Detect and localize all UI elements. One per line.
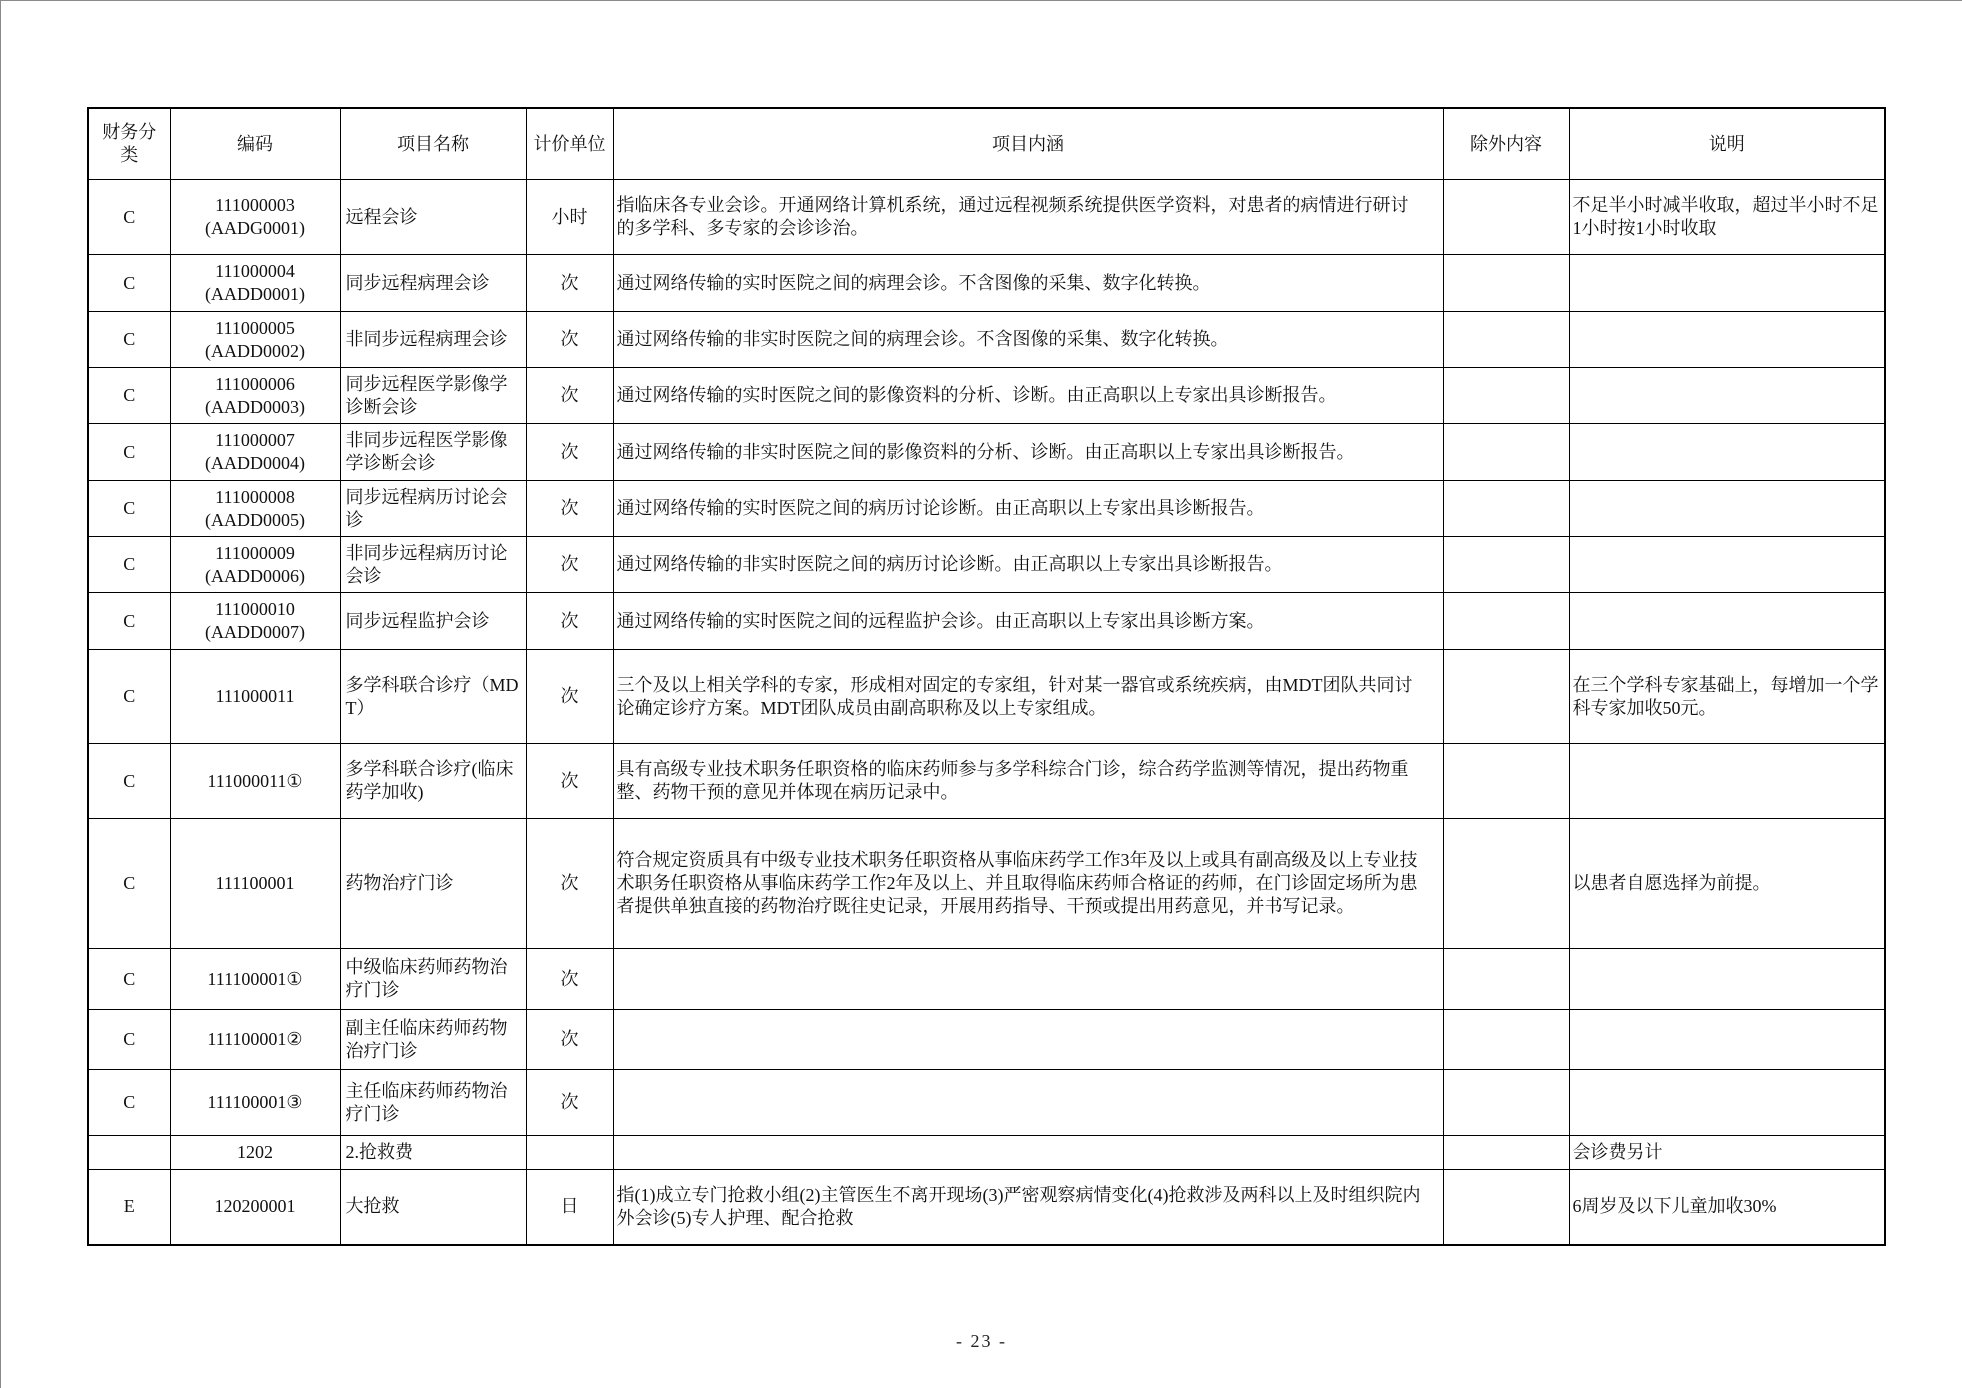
- table-row: [88, 744, 1885, 819]
- table-row: [88, 180, 1885, 255]
- unit-cell: 次: [526, 650, 613, 744]
- name-cell: 药物治疗门诊: [340, 819, 526, 949]
- table-row: [88, 1136, 1885, 1170]
- code-cell: [170, 537, 340, 593]
- header-row: [88, 108, 1885, 180]
- category-cell: C: [88, 368, 170, 424]
- notes-cell: [1569, 537, 1885, 593]
- page-number: - 23 -: [956, 1331, 1007, 1351]
- exclusions-cell: [1443, 744, 1569, 819]
- content-cell: [613, 1010, 1443, 1070]
- notes-cell: [1569, 1070, 1885, 1136]
- exclusions-cell: [1443, 424, 1569, 481]
- code-cell: [170, 1136, 340, 1170]
- unit-cell: 次: [526, 368, 613, 424]
- table-row: [88, 819, 1885, 949]
- category-cell: C: [88, 593, 170, 650]
- code-cell: [170, 819, 340, 949]
- unit-cell: 次: [526, 1070, 613, 1136]
- category-cell: C: [88, 180, 170, 255]
- unit-cell: 次: [526, 537, 613, 593]
- name-cell: 多学科联合诊疗(临床药学加收): [340, 744, 526, 819]
- item-code-alt: (AADD0002): [205, 340, 305, 361]
- notes-cell: [1569, 1010, 1885, 1070]
- fee-schedule-table: [87, 107, 1886, 1246]
- exclusions-cell: [1443, 368, 1569, 424]
- category-cell: C: [88, 819, 170, 949]
- notes-cell: [1569, 255, 1885, 312]
- exclusions-cell: [1443, 593, 1569, 650]
- item-code: 111100001①: [207, 968, 303, 989]
- content-cell: [613, 1136, 1443, 1170]
- category-cell: C: [88, 537, 170, 593]
- content-cell: 通过网络传输的实时医院之间的远程监护会诊。由正高职以上专家出具诊断方案。: [613, 593, 1443, 650]
- content-cell: 三个及以上相关学科的专家，形成相对固定的专家组，针对某一器官或系统疾病，由MDT团队共同讨论确定诊疗方案。MDT团队成员由副高职称及以上专家组成。: [613, 650, 1443, 744]
- unit-cell: 次: [526, 949, 613, 1010]
- category-cell: C: [88, 1010, 170, 1070]
- table-row: [88, 593, 1885, 650]
- column-header-category: 财务分类: [88, 108, 170, 180]
- code-cell: [170, 1070, 340, 1136]
- name-cell: 同步远程病历讨论会诊: [340, 481, 526, 537]
- exclusions-cell: [1443, 312, 1569, 368]
- content-cell: 通过网络传输的非实时医院之间的影像资料的分析、诊断。由正高职以上专家出具诊断报告。: [613, 424, 1443, 481]
- unit-cell: [526, 1136, 613, 1170]
- exclusions-cell: [1443, 650, 1569, 744]
- table-row: [88, 1170, 1885, 1245]
- name-cell: 多学科联合诊疗（MDT）: [340, 650, 526, 744]
- exclusions-cell: [1443, 1010, 1569, 1070]
- item-code: 120200001: [214, 1196, 296, 1217]
- column-header-exclusions: 除外内容: [1443, 108, 1569, 180]
- table-body: [88, 180, 1885, 1245]
- name-cell: 副主任临床药师药物治疗门诊: [340, 1010, 526, 1070]
- column-header-name: 项目名称: [340, 108, 526, 180]
- notes-cell: 会诊费另计: [1569, 1136, 1885, 1170]
- content-cell: [613, 1070, 1443, 1136]
- category-cell: E: [88, 1170, 170, 1245]
- category-cell: C: [88, 424, 170, 481]
- code-cell: [170, 650, 340, 744]
- code-cell: [170, 1170, 340, 1245]
- item-code-alt: (AADD0003): [205, 396, 305, 417]
- code-cell: [170, 312, 340, 368]
- item-code-alt: (AADD0001): [205, 284, 305, 304]
- unit-cell: 次: [526, 593, 613, 650]
- exclusions-cell: [1443, 1070, 1569, 1136]
- item-code: 111000009: [215, 542, 295, 563]
- unit-cell: 日: [526, 1170, 613, 1245]
- notes-cell: [1569, 593, 1885, 650]
- code-cell: [170, 1010, 340, 1070]
- name-cell: 中级临床药师药物治疗门诊: [340, 949, 526, 1010]
- exclusions-cell: [1443, 1170, 1569, 1245]
- name-cell: 非同步远程病理会诊: [340, 312, 526, 368]
- notes-cell: [1569, 424, 1885, 481]
- code-cell: [170, 949, 340, 1010]
- unit-cell: 次: [526, 481, 613, 537]
- item-code: 111000008: [215, 486, 295, 507]
- exclusions-cell: [1443, 949, 1569, 1010]
- notes-cell: [1569, 368, 1885, 424]
- table-row: [88, 481, 1885, 537]
- content-cell: 通过网络传输的非实时医院之间的病理会诊。不含图像的采集、数字化转换。: [613, 312, 1443, 368]
- name-cell: 非同步远程医学影像学诊断会诊: [340, 424, 526, 481]
- content-cell: 通过网络传输的实时医院之间的病历讨论诊断。由正高职以上专家出具诊断报告。: [613, 481, 1443, 537]
- item-code: 1202: [237, 1142, 273, 1162]
- item-code: 111100001②: [207, 1029, 303, 1049]
- item-code-alt: (AADD0007): [205, 622, 305, 642]
- item-code: 111000011①: [207, 770, 303, 791]
- item-code: 111000006: [215, 373, 295, 394]
- item-code: 111000011: [215, 686, 295, 706]
- code-cell: [170, 593, 340, 650]
- exclusions-cell: [1443, 1136, 1569, 1170]
- item-code-alt: (AADG0001): [205, 218, 305, 238]
- name-cell: 同步远程监护会诊: [340, 593, 526, 650]
- code-cell: [170, 255, 340, 312]
- name-cell: 非同步远程病历讨论会诊: [340, 537, 526, 593]
- notes-cell: [1569, 312, 1885, 368]
- code-cell: [170, 744, 340, 819]
- notes-cell: 以患者自愿选择为前提。: [1569, 819, 1885, 949]
- table-row: [88, 1010, 1885, 1070]
- notes-cell: 在三个学科专家基础上，每增加一个学科专家加收50元。: [1569, 650, 1885, 744]
- category-cell: C: [88, 481, 170, 537]
- item-code-alt: (AADD0004): [205, 453, 305, 473]
- table-row: [88, 537, 1885, 593]
- code-cell: [170, 180, 340, 255]
- content-cell: 符合规定资质具有中级专业技术职务任职资格从事临床药学工作3年及以上或具有副高级及以上专业技术职务任职资格从事临床药学工作2年及以上、并且取得临床药师合格证的药师，在门诊固定场所为患者提供单独直接的药物治疗既往史记录，开展用药指导、干预或提出用药意见，并书写记录。: [613, 819, 1443, 949]
- category-cell: C: [88, 650, 170, 744]
- content-cell: 通过网络传输的实时医院之间的影像资料的分析、诊断。由正高职以上专家出具诊断报告。: [613, 368, 1443, 424]
- item-code-alt: (AADD0005): [205, 509, 305, 530]
- category-cell: C: [88, 255, 170, 312]
- unit-cell: 次: [526, 255, 613, 312]
- unit-cell: 次: [526, 312, 613, 368]
- item-code-alt: (AADD0006): [205, 565, 305, 586]
- name-cell: 2.抢救费: [340, 1136, 526, 1170]
- content-cell: [613, 949, 1443, 1010]
- table-row: [88, 650, 1885, 744]
- unit-cell: 次: [526, 819, 613, 949]
- item-code: 111100001③: [207, 1092, 303, 1112]
- table-row: [88, 949, 1885, 1010]
- unit-cell: 次: [526, 1010, 613, 1070]
- code-cell: [170, 424, 340, 481]
- content-cell: 通过网络传输的实时医院之间的病理会诊。不含图像的采集、数字化转换。: [613, 255, 1443, 312]
- notes-cell: [1569, 949, 1885, 1010]
- code-cell: [170, 368, 340, 424]
- code-cell: [170, 481, 340, 537]
- name-cell: 大抢救: [340, 1170, 526, 1245]
- table-row: [88, 368, 1885, 424]
- name-cell: 主任临床药师药物治疗门诊: [340, 1070, 526, 1136]
- table-row: [88, 255, 1885, 312]
- notes-cell: 不足半小时减半收取，超过半小时不足1小时按1小时收取: [1569, 180, 1885, 255]
- item-code: 111100001: [215, 873, 295, 893]
- content-cell: 通过网络传输的非实时医院之间的病历讨论诊断。由正高职以上专家出具诊断报告。: [613, 537, 1443, 593]
- content-cell: 指临床各专业会诊。开通网络计算机系统，通过远程视频系统提供医学资料，对患者的病情进行研讨的多学科、多专家的会诊诊治。: [613, 180, 1443, 255]
- unit-cell: 次: [526, 744, 613, 819]
- column-header-unit: 计价单位: [526, 108, 613, 180]
- notes-cell: 6周岁及以下儿童加收30%: [1569, 1170, 1885, 1245]
- item-code: 111000005: [215, 317, 295, 338]
- exclusions-cell: [1443, 537, 1569, 593]
- column-header-code: 编码: [170, 108, 340, 180]
- exclusions-cell: [1443, 180, 1569, 255]
- name-cell: 同步远程医学影像学诊断会诊: [340, 368, 526, 424]
- content-cell: 指(1)成立专门抢救小组(2)主管医生不离开现场(3)严密观察病情变化(4)抢救涉及两科以上及时组织院内外会诊(5)专人护理、配合抢救: [613, 1170, 1443, 1245]
- name-cell: 远程会诊: [340, 180, 526, 255]
- exclusions-cell: [1443, 255, 1569, 312]
- item-code: 111000007: [215, 430, 295, 450]
- unit-cell: 小时: [526, 180, 613, 255]
- notes-cell: [1569, 744, 1885, 819]
- content-cell: 具有高级专业技术职务任职资格的临床药师参与多学科综合门诊，综合药学监测等情况，提出药物重整、药物干预的意见并体现在病历记录中。: [613, 744, 1443, 819]
- category-cell: C: [88, 312, 170, 368]
- unit-cell: 次: [526, 424, 613, 481]
- table-row: [88, 1070, 1885, 1136]
- category-cell: [88, 1136, 170, 1170]
- category-cell: C: [88, 744, 170, 819]
- exclusions-cell: [1443, 481, 1569, 537]
- item-code: 111000004: [215, 261, 295, 281]
- item-code: 111000010: [215, 599, 295, 619]
- category-cell: C: [88, 1070, 170, 1136]
- column-header-notes: 说明: [1569, 108, 1885, 180]
- table-row: [88, 424, 1885, 481]
- name-cell: 同步远程病理会诊: [340, 255, 526, 312]
- column-header-content: 项目内涵: [613, 108, 1443, 180]
- exclusions-cell: [1443, 819, 1569, 949]
- category-cell: C: [88, 949, 170, 1010]
- notes-cell: [1569, 481, 1885, 537]
- item-code: 111000003: [215, 195, 295, 215]
- table-row: [88, 312, 1885, 368]
